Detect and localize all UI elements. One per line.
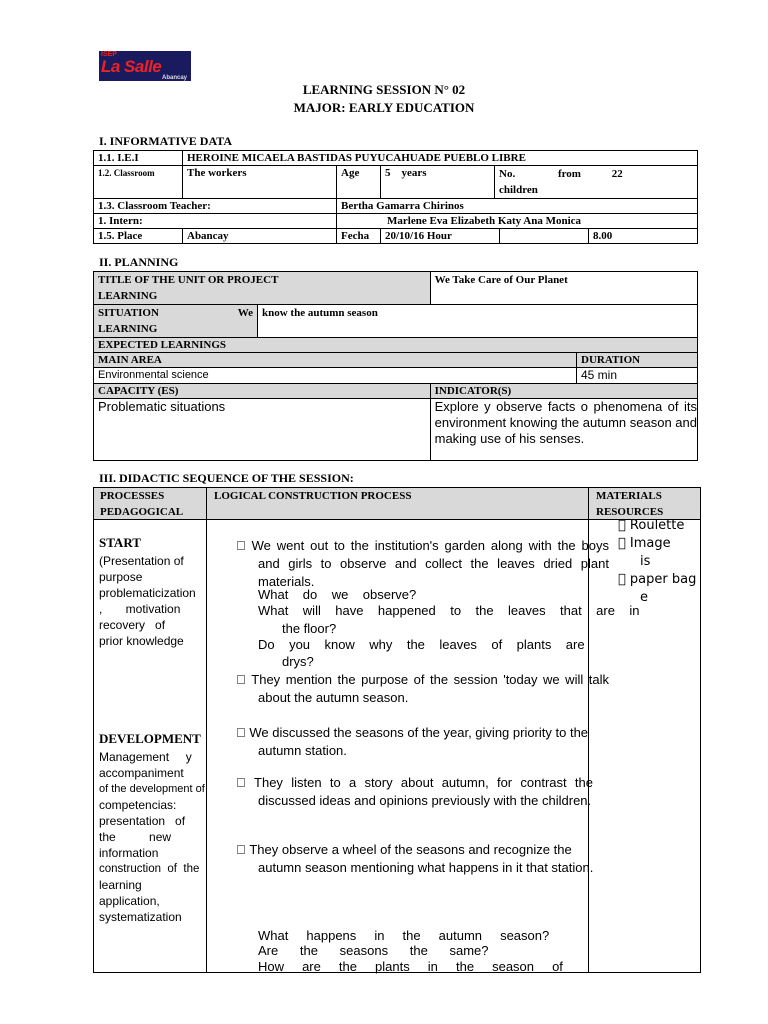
development-title: DEVELOPMENT xyxy=(99,731,201,746)
material-paper-bag: paper bag xyxy=(618,572,685,587)
duration-value: 45 min xyxy=(577,368,698,384)
start-line: (Presentation of xyxy=(99,554,184,568)
situation-label2: LEARNING xyxy=(98,323,158,335)
start-paragraph-2: They mention the purpose of the session 'today we will talk about the autumn season. xyxy=(236,672,609,705)
indicator-value: Explore y observe facts o phenomena of its environment knowing the autumn season and making use of his senses. xyxy=(430,399,697,461)
age-label: Age xyxy=(337,166,381,199)
age-unit: years xyxy=(401,167,427,179)
age-value: 5 xyxy=(385,167,391,179)
dev-line: presentation of xyxy=(99,814,186,828)
question-3b: drys? xyxy=(282,654,314,669)
logical-header: LOGICAL CONSTRUCTION PROCESS xyxy=(214,490,412,502)
intern-value: Marlene Eva Elizabeth Katy Ana Monica xyxy=(337,214,698,229)
informative-heading: I. INFORMATIVE DATA xyxy=(99,134,233,148)
dev-line: accompaniment xyxy=(99,766,184,780)
dev-line: the new xyxy=(99,830,172,844)
start-line: purpose xyxy=(99,570,143,584)
dev-question-2: Are the seasons the same? xyxy=(258,943,489,958)
dev-paragraph-3: They observe a wheel of the seasons and recognize the autumn season mentioning what happens in it that station. xyxy=(236,842,594,875)
capacity-value: Problematic situations xyxy=(94,399,431,461)
question-2: What will have happened to the leaves that are in xyxy=(258,603,640,618)
start-line: recovery of xyxy=(99,618,166,632)
situation-we: We xyxy=(237,307,253,319)
dev-line: construction of the xyxy=(99,863,200,875)
teacher-label: 1.3. Classroom Teacher: xyxy=(94,199,337,214)
material-paper-bag-e: e xyxy=(640,590,648,605)
dev-line: learning xyxy=(99,878,142,892)
logo-word: La Salle xyxy=(101,57,162,76)
question-1: What do we observe? xyxy=(258,587,417,602)
start-line: , motivation xyxy=(99,602,181,616)
informative-table xyxy=(93,150,698,244)
area-value: Environmental science xyxy=(94,368,577,384)
start-description xyxy=(99,553,203,649)
dev-line: application, xyxy=(99,894,160,908)
materials-list xyxy=(618,517,696,607)
dev-question-3: How are the plants in the season of xyxy=(258,959,563,974)
no-value: 22 xyxy=(611,168,623,180)
intern-label: 1. Intern: xyxy=(94,214,337,229)
dev-line: Management y xyxy=(99,750,192,764)
main-area-header: MAIN AREA xyxy=(94,353,577,368)
fecha-value: 20/10/16 Hour xyxy=(381,229,500,244)
children-label: children xyxy=(499,184,538,196)
processes-header: PROCESSES xyxy=(100,490,165,502)
classroom-label: 1.2. Classroom xyxy=(94,166,183,199)
teacher-value: Bertha Gamarra Chirinos xyxy=(337,199,698,214)
major-title: MAJOR: EARLY EDUCATION xyxy=(293,100,475,115)
material-roulette: Roulette xyxy=(618,518,673,533)
blank-cell xyxy=(500,229,589,244)
dev-line: of the development of xyxy=(99,783,205,795)
materials-header: MATERIALS xyxy=(596,490,662,502)
resources-header: RESOURCES xyxy=(596,506,664,518)
start-line: problematicization xyxy=(99,586,196,600)
logo-sub: Abancay xyxy=(161,75,187,81)
dev-question-1: What happens in the autumn season? xyxy=(258,928,550,943)
place-label: 1.5. Place xyxy=(94,229,183,244)
question-3: Do you know why the leaves of plants are xyxy=(258,637,585,652)
development-description xyxy=(99,749,213,925)
start-paragraph-1: We went out to the institution's garden along with the boys and girls to observe and collect the leaves dried plant materials. xyxy=(236,538,609,571)
session-title: LEARNING SESSION N° 02 xyxy=(302,82,466,97)
dev-line: information xyxy=(99,846,159,860)
duration-header: DURATION xyxy=(577,353,698,368)
la-salle-logo xyxy=(99,51,191,81)
place-value: Abancay xyxy=(183,229,337,244)
question-2b: the floor? xyxy=(282,621,337,636)
classroom-value: The workers xyxy=(183,166,337,199)
material-image-is: is xyxy=(640,554,651,569)
start-title: START xyxy=(99,535,141,550)
logo-top-text: ISEP xyxy=(101,51,117,58)
capacity-header: CAPACITY (ES) xyxy=(94,384,431,399)
indicator-header: INDICATOR(S) xyxy=(430,384,697,399)
unit-title-value: We Take Care of Our Planet xyxy=(430,272,697,305)
situation-label: SITUATION xyxy=(98,307,159,319)
hour-value: 8.00 xyxy=(589,229,698,244)
fecha-label: Fecha xyxy=(337,229,381,244)
sequence-heading: III. DIDACTIC SEQUENCE OF THE SESSION: xyxy=(99,471,354,485)
planning-heading: II. PLANNING xyxy=(99,255,179,269)
dev-paragraph-1: We discussed the seasons of the year, giving priority to the autumn station. xyxy=(236,725,575,758)
expected-learnings: EXPECTED LEARNINGS xyxy=(94,338,698,353)
material-image: Image xyxy=(618,536,659,551)
iei-label: 1.1. I.E.I xyxy=(94,151,183,166)
situation-value: know the autumn season xyxy=(258,305,698,338)
planning-table xyxy=(93,271,698,461)
dev-line: competencias: xyxy=(99,798,177,812)
unit-title-label: TITLE OF THE UNIT OR PROJECT xyxy=(98,274,279,286)
iei-value: HEROINE MICAELA BASTIDAS PUYUCAHUADE PUEBLO LIBRE xyxy=(183,151,698,166)
no-label: No. from xyxy=(499,168,581,180)
dev-paragraph-2: They listen to a story about autumn, for contrast the discussed ideas and opinions previously with the children. xyxy=(236,775,593,808)
unit-title-label2: LEARNING xyxy=(98,290,158,302)
dev-line: systematization xyxy=(99,910,182,924)
start-line: prior knowledge xyxy=(99,634,184,648)
pedagogical-header: PEDAGOGICAL xyxy=(100,506,184,518)
